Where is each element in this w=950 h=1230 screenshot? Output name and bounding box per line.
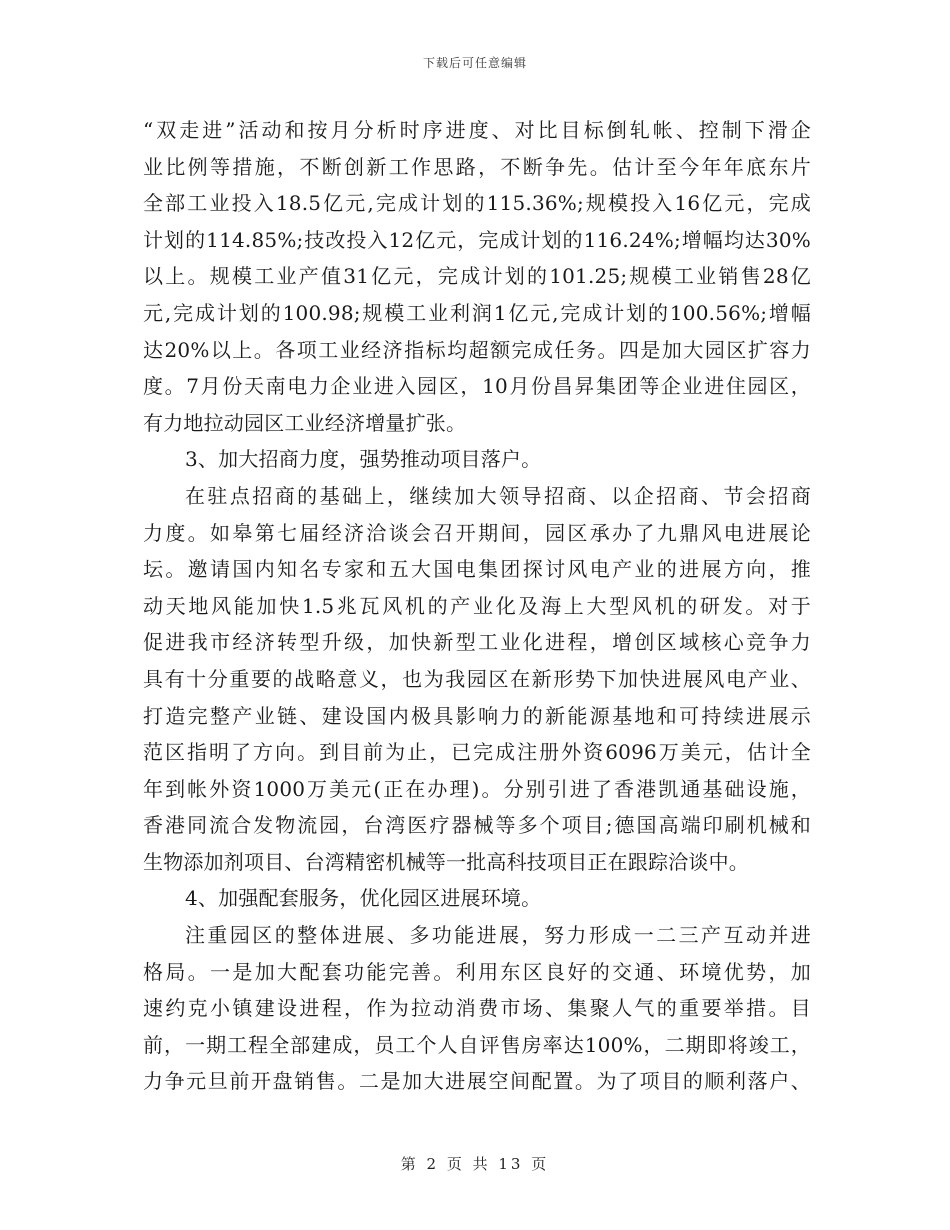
text-line: 注重园区的整体进展、多功能进展，努力形成一二三产互动并进 bbox=[185, 923, 811, 948]
section-heading: 3、加大招商力度，强势推动项目落户。 bbox=[185, 447, 542, 472]
section-heading: 4、加强配套服务，优化园区进展环境。 bbox=[185, 886, 542, 911]
text-line: “双走进”活动和按月分析时序进度、对比目标倒轧帐、控制下滑企 bbox=[143, 118, 811, 142]
text-line: 度。7月份天南电力企业进入园区，10月份昌昇集团等企业进住园区， bbox=[143, 374, 811, 399]
text-line: 全部工业投入18.5亿元,完成计划的115.36%;规模投入16亿元，完成 bbox=[143, 191, 811, 216]
text-line: 动天地风能加快1.5兆瓦风机的产业化及海上大型风机的研发。对于 bbox=[143, 593, 811, 618]
text-line: 生物添加剂项目、台湾精密机械等一批高科技项目正在跟踪洽谈中。 bbox=[143, 849, 749, 874]
page-header: 下载后可任意编辑 bbox=[422, 56, 527, 70]
text-line: 年到帐外资1000万美元(正在办理)。分别引进了香港凯通基础设施， bbox=[143, 776, 811, 801]
text-line: 元,完成计划的100.98;规模工业利润1亿元,完成计划的100.56%;增幅 bbox=[143, 300, 811, 325]
text-line: 坛。邀请国内知名专家和五大国电集团探讨风电产业的进展方向，推 bbox=[143, 557, 811, 582]
text-line: 速约克小镇建设进程，作为拉动消费市场、集聚人气的重要举措。目 bbox=[143, 996, 811, 1021]
text-line: 促进我市经济转型升级，加快新型工业化进程，增创区域核心竞争力 bbox=[143, 630, 811, 655]
text-line: 范区指明了方向。到目前为止，已完成注册外资6096万美元，估计全 bbox=[143, 740, 811, 765]
text-line: 以上。规模工业产值31亿元，完成计划的101.25;规模工业销售28亿 bbox=[143, 264, 811, 289]
text-line: 业比例等措施，不断创新工作思路，不断争先。估计至今年年底东片 bbox=[143, 154, 811, 179]
text-line: 力度。如皋第七届经济洽谈会召开期间，园区承办了九鼎风电进展论 bbox=[143, 520, 811, 545]
text-line: 力争元旦前开盘销售。二是加大进展空间配置。为了项目的顺利落户、 bbox=[143, 1069, 811, 1094]
document-body bbox=[143, 112, 811, 1100]
text-line: 前，一期工程全部建成，员工个人自评售房率达100%，二期即将竣工， bbox=[143, 1032, 811, 1057]
text-line: 具有十分重要的战略意义，也为我园区在新形势下加快进展风电产业、 bbox=[143, 666, 811, 691]
text-line: 打造完整产业链、建设国内极具影响力的新能源基地和可持续进展示 bbox=[143, 703, 811, 728]
text-line: 计划的114.85%;技改投入12亿元，完成计划的116.24%;增幅均达30% bbox=[143, 227, 811, 252]
text-line: 有力地拉动园区工业经济增量扩张。 bbox=[143, 410, 467, 435]
text-line: 达20%以上。各项工业经济指标均超额完成任务。四是加大园区扩容力 bbox=[143, 337, 811, 362]
page-footer: 第 2 页 共 13 页 bbox=[400, 1155, 550, 1173]
text-line: 格局。一是加大配套功能完善。利用东区良好的交通、环境优势，加 bbox=[143, 959, 811, 984]
text-line: 在驻点招商的基础上，继续加大领导招商、以企招商、节会招商 bbox=[185, 483, 811, 508]
text-line: 香港同流合发物流园，台湾医疗器械等多个项目;德国高端印刷机械和 bbox=[143, 813, 811, 838]
